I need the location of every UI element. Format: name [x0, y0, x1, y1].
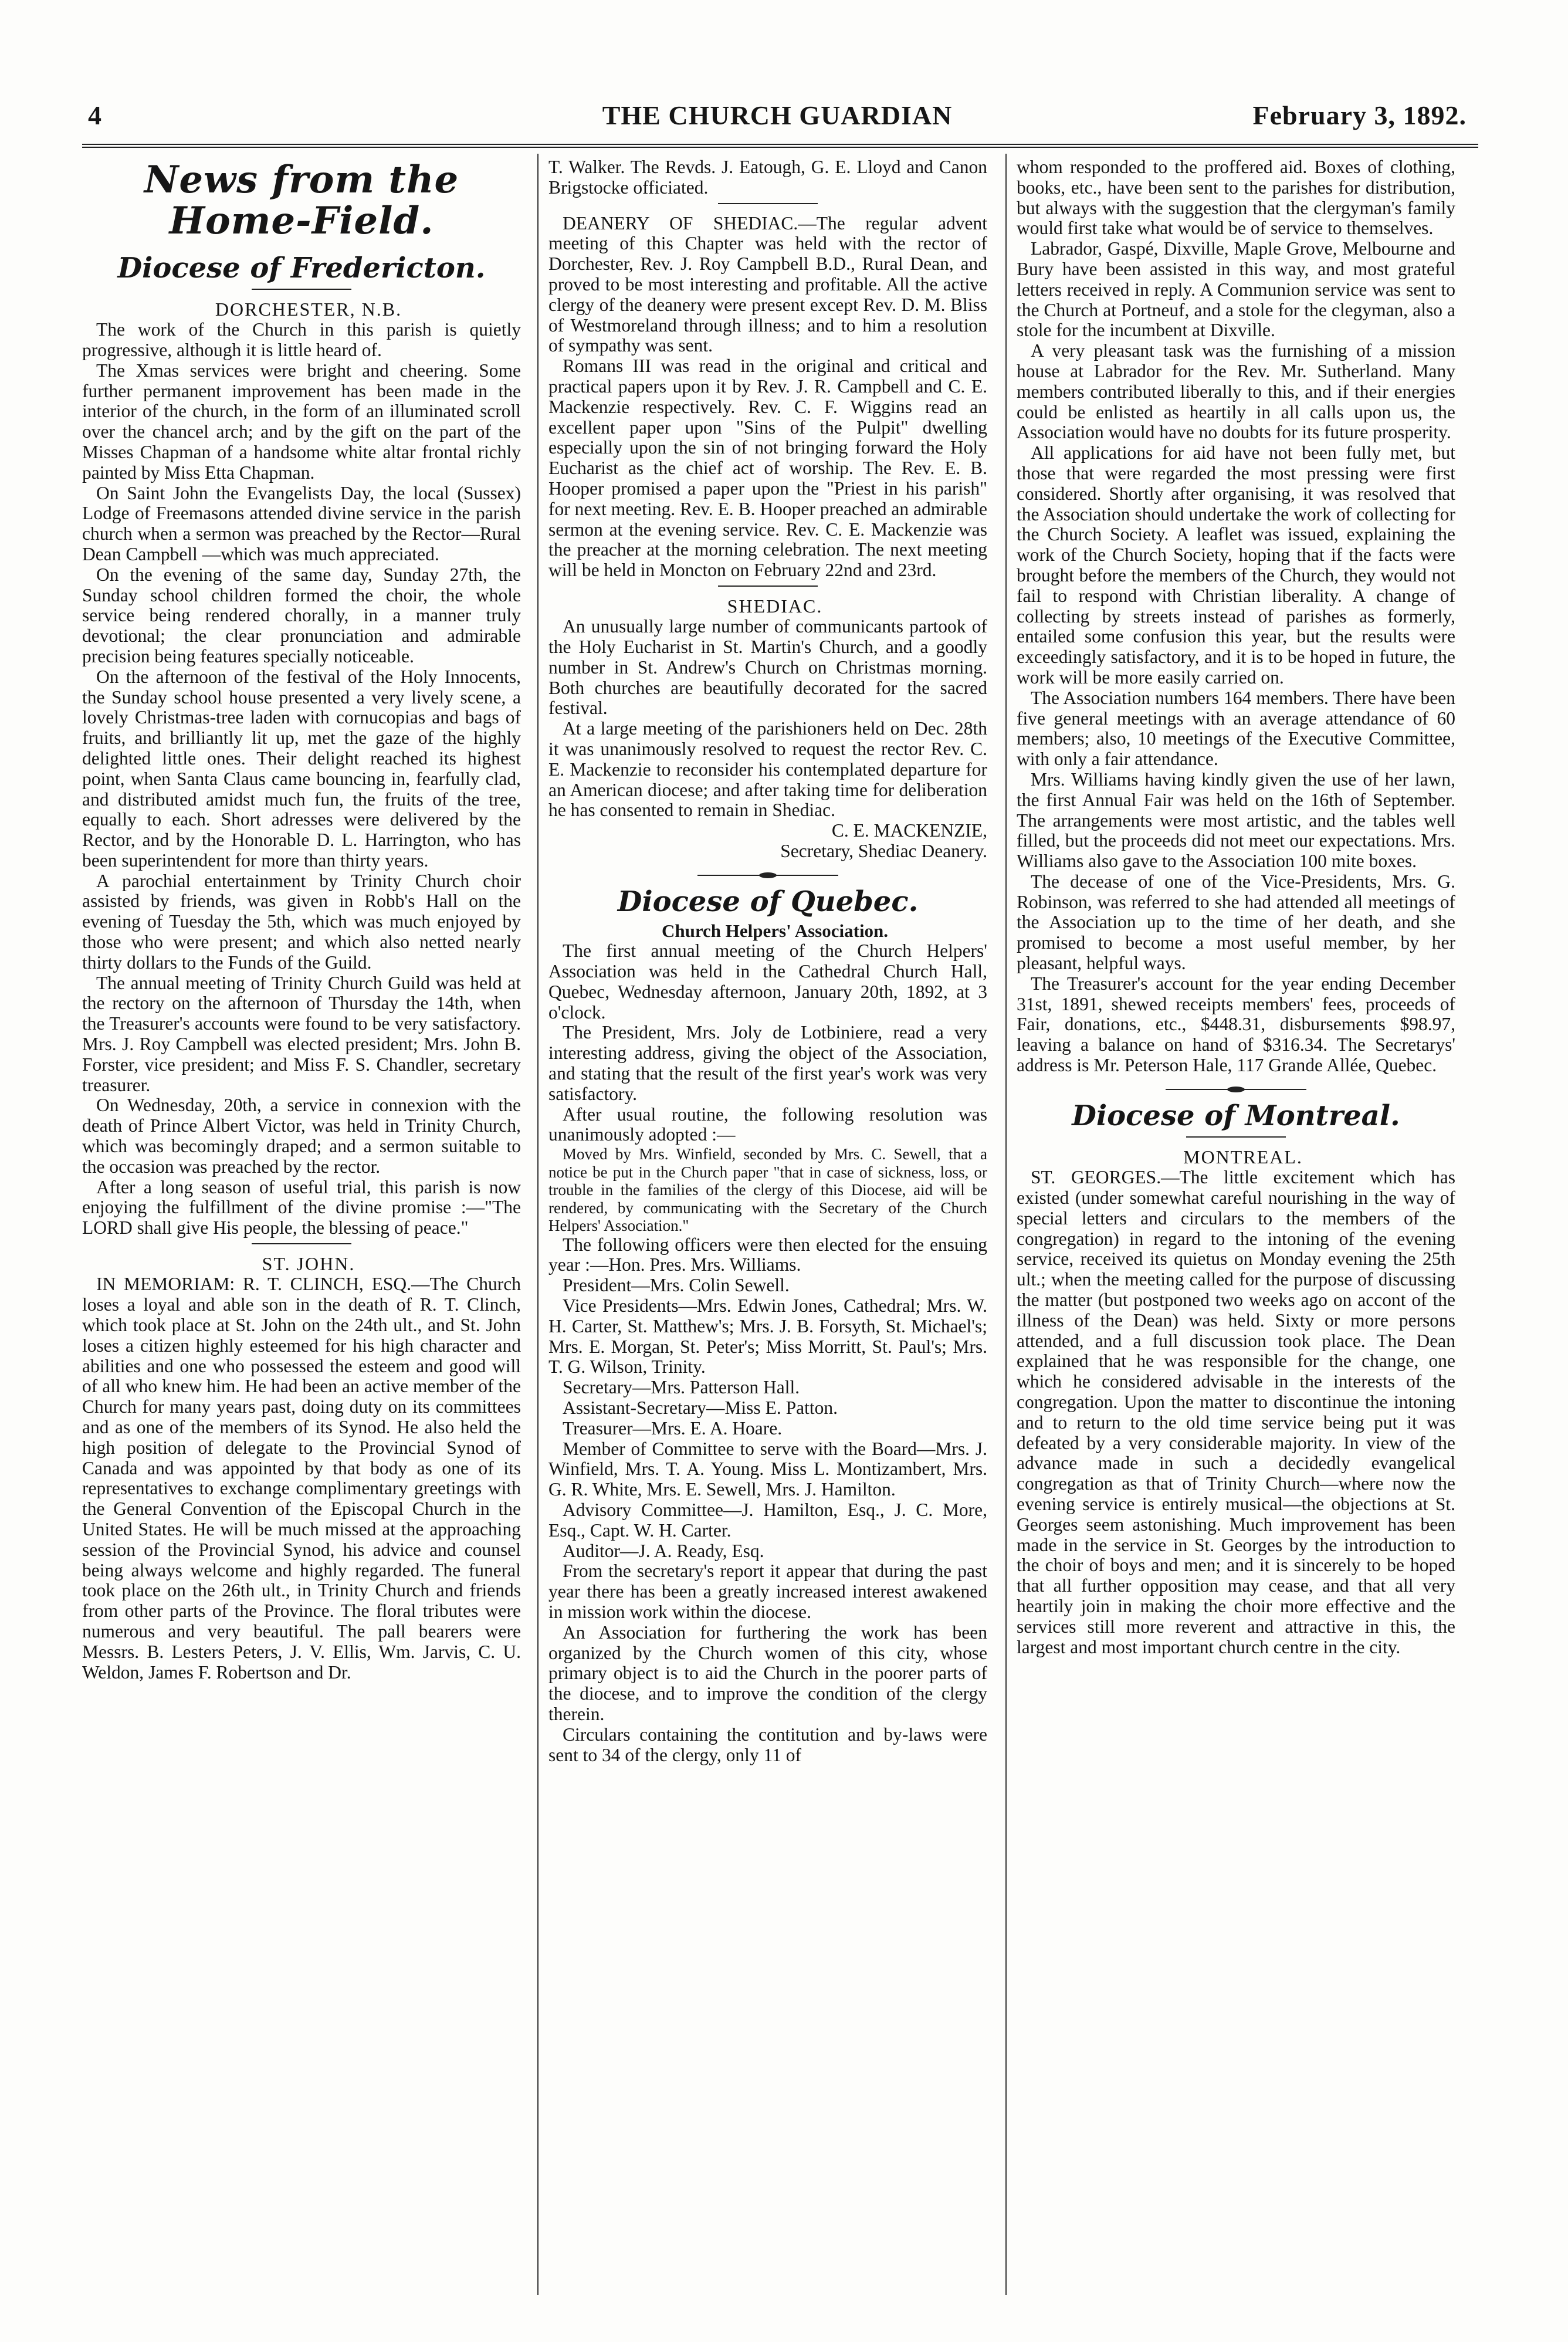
paragraph: The decease of one of the Vice-Presidents, Mrs. G. Robinson, was referred to she had attended all meetings of the Association up to the time of her death, and she promised to become a most useful member, by her pleasant, helpful ways.	[1017, 871, 1455, 974]
paragraph: The Xmas services were bright and cheering. Some further permanent improvement has been made in the interior of the church, in the form of an illuminated scroll over the chancel arch; and by the gift on the part of the Misses Chapman of a handsome white altar frontal richly painted by Miss Etta Chapman.	[82, 360, 521, 483]
officer-line: Secretary—Mrs. Patterson Hall.	[563, 1377, 800, 1398]
divider	[252, 289, 351, 290]
paragraph: Labrador, Gaspé, Dixville, Maple Grove, Melbourne and Bury have been assisted in this way, and most grateful letters received in reply. A Communion service was sent to the Church at Portneuf, and a stole for the clegyman, also a stole for the incumbent at Dixville.	[1017, 238, 1455, 341]
paragraph: After a long season of useful trial, this parish is now enjoying the fulfillment of the divine promise :—"The LORD shall give His people, the blessing of peace."	[82, 1176, 521, 1238]
paragraph: A very pleasant task was the furnishing of a mission house at Labrador for the Rev. Mr. Sutherland. Many members contributed liberally to this, and if their energies could be enlisted as heartily in all calls upon us, the Association would have no doubts for its future prosperity.	[1017, 340, 1455, 443]
paragraph: An Association for furthering the work has been organized by the Church women of this city, whose primary object is to aid the Church in the poorer parts of the diocese, and to improve the condition of the clergy therein.	[548, 1622, 987, 1724]
paragraph: The work of the Church in this parish is quietly progressive, although it is little heard of.	[82, 319, 521, 360]
officer-line: Assistant-Secretary—Miss E. Patton.	[563, 1397, 838, 1418]
paragraph: On Saint John the Evangelists Day, the local (Sussex) Lodge of Freemasons attended divine service in the parish church when a sermon was preached by the Rector—Rural Dean Campbell —which was much appreciated.	[82, 482, 521, 564]
paragraph: After usual routine, the following resolution was unanimously adopted :—	[548, 1104, 987, 1145]
paragraph: From the secretary's report it appear that during the past year there has been a greatly increased interest awakened in mission work within the diocese.	[548, 1561, 987, 1622]
column-2	[548, 157, 987, 2310]
paragraph: The Treasurer's account for the year ending December 31st, 1891, shewed receipts members' fees, proceeds of Fair, donations, etc., $448.31, disbursements $98.97, leaving a balance on hand of $316.34. The Secretarys' address is Mr. Peterson Hale, 117 Grande Allée, Quebec.	[1017, 973, 1455, 1076]
divider	[252, 1243, 351, 1244]
paragraph: DEANERY OF SHEDIAC.—The regular advent meeting of this Chapter was held with the rector of Dorchester, Rev. J. Roy Campbell B.D., Rural Dean, and proved to be most interesting and profitable. All the active clergy of the deanery were present except Rev. D. M. Bliss of Westmoreland through illness; and to him a resolution of sympathy was sent.	[548, 212, 987, 356]
paragraph: ST. GEORGES.—The little excitement which has existed (under somewhat careful nourishing in the way of special letters and circulars to the members of the congregation) in regard to the intoning of the evening service, received its quietus on Monday evening the 25th ult.; when the meeting called for the purpose of discussing the matter (but postponed two weeks ago on accont of the illness of the Dean) was held. Sixty or more persons attended, and a full discussion took place. The Dean explained that he was responsible for the change, one which he considered advisable in the interests of the congregation. Upon the matter to discontinue the intoning and to return to the old time service being put it was defeated by a very considerable majority. In view of the advance made in such a decidedly evangelical congregation as that of Trinity Church—where now the evening service is entirely musical—the objections at St. Georges seem astonishing. Much improvement has been made in the service in St. Georges by the introduction to the choir of boys and men; and it is sincerely to be hoped that all further opposition may cease, and that all very heartily join in making the choir more effective and the services still more reverent and attractive in this, the largest and most important church centre in the city.	[1017, 1167, 1455, 1657]
paragraph: The first annual meeting of the Church Helpers' Association was held in the Cathedral Church Hall, Quebec, Wednesday afternoon, January 20th, 1892, at 3 o'clock.	[548, 940, 987, 1023]
diocese-heading: Diocese of Montreal.	[1072, 1099, 1400, 1132]
paragraph: The following officers were then elected for the ensuing year :—Hon. Pres. Mrs. Williams.	[548, 1234, 987, 1275]
newspaper-title: THE CHURCH GUARDIAN	[602, 100, 953, 130]
ornament-divider	[1166, 1087, 1306, 1092]
section-title: News from the Home-Field.	[144, 158, 459, 243]
paragraph: IN MEMORIAM: R. T. CLINCH, ESQ.—The Church loses a loyal and able son in the death of R. T. Clinch, which took place at St. John on the 24th ult., and St. John loses a citizen highly esteemed for his high character and abilities and one who possessed the esteem and good will of all who knew him. He had been an active member of the Church for many years past, doing duty on its committees and as one of the members of its Synod. He also held the high position of delegate to the Provincial Synod of Canada and was appointed by that body as one of its representatives to exchange complimentary greetings with the General Convention of the Episcopal Church in the United States. He will be much missed at the approaching session of the Provincial Synod, his advice and counsel being always welcome and highly regarded. The funeral took place on the 26th ult., in Trinity Church and friends from other parts of the Province. The floral tributes were numerous and very beautiful. The pall bearers were Messrs. B. Lesters Peters, J. V. Ellis, Wm. Jarvis, C. U. Weldon, James F. Robertson and Dr.	[82, 1274, 521, 1683]
paragraph: whom responded to the proffered aid. Boxes of clothing, books, etc., have been sent to the parishes for distribution, but always with the suggestion that the clergyman's family would first take what would be of service to themselves.	[1017, 157, 1455, 239]
officer-line: President—Mrs. Colin Sewell.	[563, 1275, 790, 1296]
divider	[1186, 1136, 1286, 1138]
officer-line: Advisory Committee—J. Hamilton, Esq., J. C. More, Esq., Capt. W. H. Carter.	[548, 1499, 987, 1541]
page-number: 4	[88, 100, 102, 130]
paragraph: Circulars containing the contitution and by-laws were sent to 34 of the clergy, only 11 of	[548, 1724, 987, 1765]
header-rule	[82, 144, 1478, 148]
column-1	[82, 157, 521, 2310]
resolution-text: Moved by Mrs. Winfield, seconded by Mrs. C. Sewell, that a notice be put in the Church paper "that in case of sickness, loss, or trouble in the families of the clergy of this Diocese, aid will be rendered, by communicating with the Secretary of the Church Helpers' Association."	[548, 1145, 987, 1235]
article-heading: MONTREAL.	[1183, 1146, 1303, 1167]
paragraph: A parochial entertainment by Trinity Church choir assisted by friends, was given in Robb's Hall on the evening of Tuesday the 5th, which was much enjoyed by those who were present; and which also netted nearly thirty dollars to the Funds of the Guild.	[82, 870, 521, 973]
paragraph: The President, Mrs. Joly de Lotbiniere, read a very interesting address, giving the object of the Association, and stating that the result of the first year's work was very satisfactory.	[548, 1022, 987, 1104]
paragraph: An unusually large number of communicants partook of the Holy Eucharist in St. Martin's Church, and a goodly number in St. Andrew's Church on Christmas morning. Both churches are beautifully decorated for the sacred festival.	[548, 616, 987, 719]
paragraph: All applications for aid have not been fully met, but those that were regarded the most pressing were first considered. Shortly after organising, it was resolved that the Association should undertake the work of collecting for the Church Society. A leaflet was issued, explaining the work of the Church Society, hoping that if the facts were brought before the members of the Church, they would not fail to respond with Christian liberality. A change of collecting by streets instead of parishes as formerly, entailed some confusion this year, but the results were exceedingly satisfactory, and it is to be hoped in future, the work will be more easily carried on.	[1017, 442, 1455, 688]
paragraph: On the afternoon of the festival of the Holy Innocents, the Sunday school house presented a very lively scene, a lovely Christmas-tree laden with cornucopias and bags of fruits, and brilliantly lit up, met the gaze of the highly delighted little ones. Their delight reached its highest point, when Santa Claus came bouncing in, fearfully clad, and distributed amidst much fun, the fruits of the tree, equally to each. Short adresses were delivered by the Rector, and by the Honorable D. L. Harrington, who has been superintendent for more than thirty years.	[82, 666, 521, 871]
paragraph: T. Walker. The Revds. J. Eatough, G. E. Lloyd and Canon Brigstocke officiated.	[548, 157, 987, 198]
paragraph: Romans III was read in the original and critical and practical papers upon it by Rev. J. R. Campbell and C. E. Mackenzie respectively. Rev. C. F. Wiggins read an excellent paper upon "Sins of the Pulpit" dwelling especially upon the sin of not bringing forward the Holy Eucharist as the chief act of worship. The Rev. E. B. Hooper promised a paper upon the "Priest in his parish" for next meeting. Rev. E. B. Hooper preached an admirable sermon at the evening service. Rev. C. E. Mackenzie was the preacher at the morning celebration. The next meeting will be held in Moncton on February 22nd and 23rd.	[548, 356, 987, 581]
paragraph: The Association numbers 164 members. There have been five general meetings with an average attendance of 60 members; also, 10 meetings of the Executive Committee, with only a fair attendance.	[1017, 687, 1455, 770]
issue-date: February 3, 1892.	[1252, 100, 1467, 130]
diocese-heading: Diocese of Quebec.	[617, 885, 919, 918]
signature: Secretary, Shediac Deanery.	[780, 841, 987, 862]
signature: C. E. MACKENZIE,	[831, 820, 987, 841]
paragraph: At a large meeting of the parishioners held on Dec. 28th it was unanimously resolved to request the rector Rev. C. E. Mackenzie to reconsider his contemplated departure for an American diocese; and after taking time for deliberation he has consented to remain in Shediac.	[548, 718, 987, 821]
officer-line: Vice Presidents—Mrs. Edwin Jones, Cathedral; Mrs. W. H. Carter, St. Matthew's; Mrs. J. B. Forsyth, St. Michael's; Mrs. E. Morgan, St. Peter's; Miss Morritt, St. Paul's; Mrs. T. G. Wilson, Trinity.	[548, 1295, 987, 1378]
paragraph: The annual meeting of Trinity Church Guild was held at the rectory on the afternoon of Thursday the 14th, when the Treasurer's accounts were found to be very satisfactory. Mrs. J. Roy Campbell was elected president; Mrs. John B. Forster, vice president; and Miss F. S. Chandler, secretary treasurer.	[82, 972, 521, 1095]
divider	[718, 586, 818, 587]
article-heading: DORCHESTER, N.B.	[215, 298, 402, 320]
masthead	[88, 100, 1467, 141]
column-3	[1017, 157, 1455, 2310]
column-divider	[1005, 154, 1007, 2295]
officer-line: Auditor—J. A. Ready, Esq.	[563, 1540, 764, 1561]
paragraph: On the evening of the same day, Sunday 27th, the Sunday school children formed the choir, the whole service being rendered chorally, in a manner truly devotional; the clear pronunciation and admirable precision being features specially noticeable.	[82, 564, 521, 666]
ornament-divider	[697, 872, 838, 878]
divider	[718, 203, 818, 204]
officer-line: Member of Committee to serve with the Board—Mrs. J. Winfield, Mrs. T. A. Young. Miss L. Montizambert, Mrs. G. R. White, Mrs. E. Sewell, Mrs. J. Hamilton.	[548, 1438, 987, 1500]
article-heading: SHEDIAC.	[727, 595, 823, 617]
column-divider	[537, 154, 539, 2295]
article-heading: ST. JOHN.	[262, 1253, 355, 1275]
article-heading: Church Helpers' Association.	[661, 920, 889, 941]
paragraph: On Wednesday, 20th, a service in connexion with the death of Prince Albert Victor, was held in Trinity Church, which was becomingly draped; and a sermon suitable to the occasion was preached by the rector.	[82, 1095, 521, 1177]
diocese-heading: Diocese of Fredericton.	[117, 251, 486, 285]
paragraph: Mrs. Williams having kindly given the use of her lawn, the first Annual Fair was held on the 16th of September. The arrangements were most artistic, and the tables well filled, but the proceeds did not meet our expectations. Mrs. Williams also gave to the Association 100 mite boxes.	[1017, 769, 1455, 872]
officer-line: Treasurer—Mrs. E. A. Hoare.	[563, 1417, 783, 1439]
